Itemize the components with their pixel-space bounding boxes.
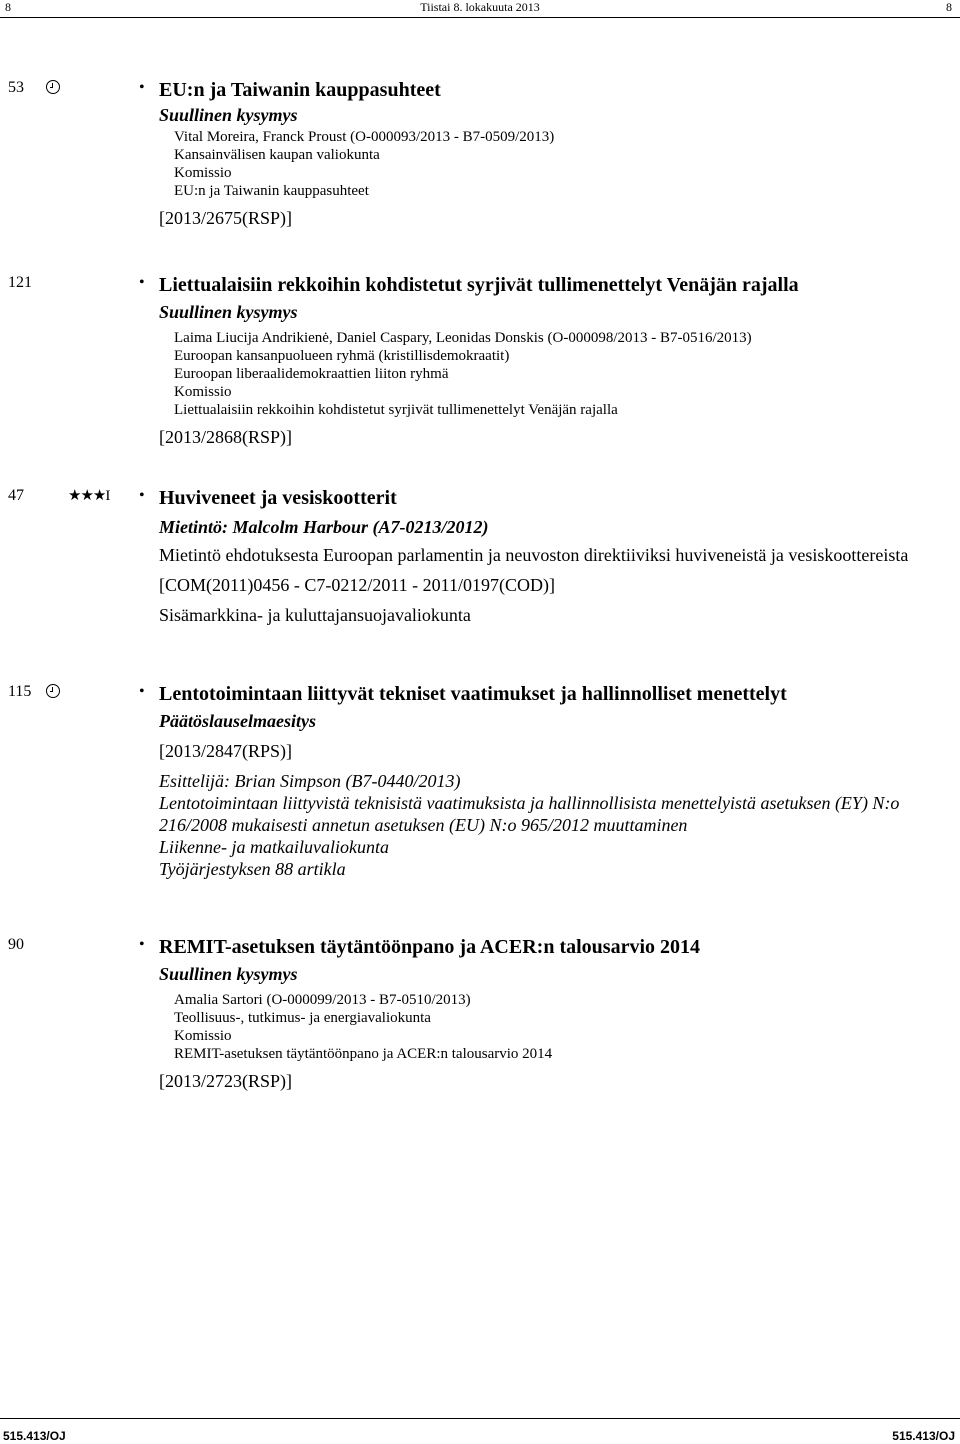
bullet-icon: •	[139, 683, 145, 700]
item-number: 90	[8, 936, 24, 953]
item-report: Mietintö: Malcolm Harbour (A7-0213/2012)	[159, 517, 489, 537]
item-title: Lentotoimintaan liittyvät tekniset vaatimukset ja hallinnolliset menettelyt	[159, 683, 787, 705]
bullet-icon: •	[139, 79, 145, 96]
item-type: Suullinen kysymys	[159, 302, 298, 322]
item-title: EU:n ja Taiwanin kauppasuhteet	[159, 79, 441, 101]
item-committee: Sisämarkkina- ja kuluttajansuojavaliokunta	[159, 605, 471, 625]
item-type: Suullinen kysymys	[159, 105, 298, 125]
item-detail: Amalia Sartori (O-000099/2013 - B7-0510/2013)	[174, 992, 471, 1008]
item-detail: Laima Liucija Andrikienė, Daniel Caspary, Leonidas Donskis (O-000098/2013 - B7-0516/2013)	[174, 330, 752, 346]
item-detail: Vital Moreira, Franck Proust (O-000093/2013 - B7-0509/2013)	[174, 129, 555, 145]
item-rapporteur: Esittelijä: Brian Simpson (B7-0440/2013)	[159, 771, 461, 791]
item-detail: Liettualaisiin rekkoihin kohdistetut syrjivät tullimenettelyt Venäjän rajalla	[174, 402, 618, 418]
bullet-icon: •	[139, 274, 145, 291]
clock-icon	[46, 80, 60, 94]
bullet-icon: •	[139, 936, 145, 953]
item-description: Mietintö ehdotuksesta Euroopan parlamentin ja neuvoston direktiiviksi huviveneistä ja vesiskoottereista	[159, 545, 909, 565]
item-detail: Komissio	[174, 165, 232, 181]
item-number: 115	[8, 683, 32, 700]
clock-icon	[46, 684, 60, 698]
item-reference: [2013/2847(RPS)]	[159, 741, 293, 761]
item-detail: Euroopan kansanpuolueen ryhmä (kristillisdemokraatit)	[174, 348, 510, 364]
footer-divider	[0, 1418, 960, 1419]
item-detail: Euroopan liberaalidemokraattien liiton ryhmä	[174, 366, 449, 382]
document-code-left: 515.413/OJ	[3, 1429, 66, 1443]
item-reference: [2013/2723(RSP)]	[159, 1071, 293, 1091]
item-reference: [2013/2868(RSP)]	[159, 427, 293, 447]
item-detail: EU:n ja Taiwanin kauppasuhteet	[174, 183, 369, 199]
item-detail: REMIT-asetuksen täytäntöönpano ja ACER:n talousarvio 2014	[174, 1046, 553, 1062]
item-type: Suullinen kysymys	[159, 964, 298, 984]
item-rule: Työjärjestyksen 88 artikla	[159, 859, 346, 879]
item-description: Lentotoimintaan liittyvistä teknisistä vaatimuksista ja hallinnollisista menettelyistä asetuksen (EY) N:o 216/2008 mukaisesti annetun asetuksen (EU) N:o 965/2012 muuttaminen	[159, 793, 900, 835]
document-code-right: 515.413/OJ	[892, 1429, 955, 1443]
item-title: Liettualaisiin rekkoihin kohdistetut syrjivät tullimenettelyt Venäjän rajalla	[159, 274, 799, 296]
page-number-left: 8	[5, 0, 11, 14]
item-detail: Kansainvälisen kaupan valiokunta	[174, 147, 380, 163]
page-footer	[0, 1424, 960, 1444]
session-date: Tiistai 8. lokakuuta 2013	[420, 0, 540, 14]
page-number-right: 8	[946, 0, 952, 14]
item-number: 121	[8, 274, 32, 291]
item-title: Huviveneet ja vesiskootterit	[159, 487, 397, 509]
item-number: 53	[8, 79, 24, 96]
item-number: 47	[8, 487, 24, 504]
item-reference: [2013/2675(RSP)]	[159, 208, 293, 228]
item-type: Päätöslauselmaesitys	[159, 711, 316, 731]
item-title: REMIT-asetuksen täytäntöönpano ja ACER:n talousarvio 2014	[159, 936, 700, 958]
item-detail: Komissio	[174, 384, 232, 400]
item-reference: [COM(2011)0456 - C7-0212/2011 - 2011/0197(COD)]	[159, 575, 555, 595]
header-divider	[0, 17, 960, 18]
item-detail: Komissio	[174, 1028, 232, 1044]
item-detail: Teollisuus-, tutkimus- ja energiavaliokunta	[174, 1010, 431, 1026]
three-stars-icon: ★★★I	[68, 488, 110, 504]
bullet-icon: •	[139, 487, 145, 504]
item-committee: Liikenne- ja matkailuvaliokunta	[159, 837, 389, 857]
